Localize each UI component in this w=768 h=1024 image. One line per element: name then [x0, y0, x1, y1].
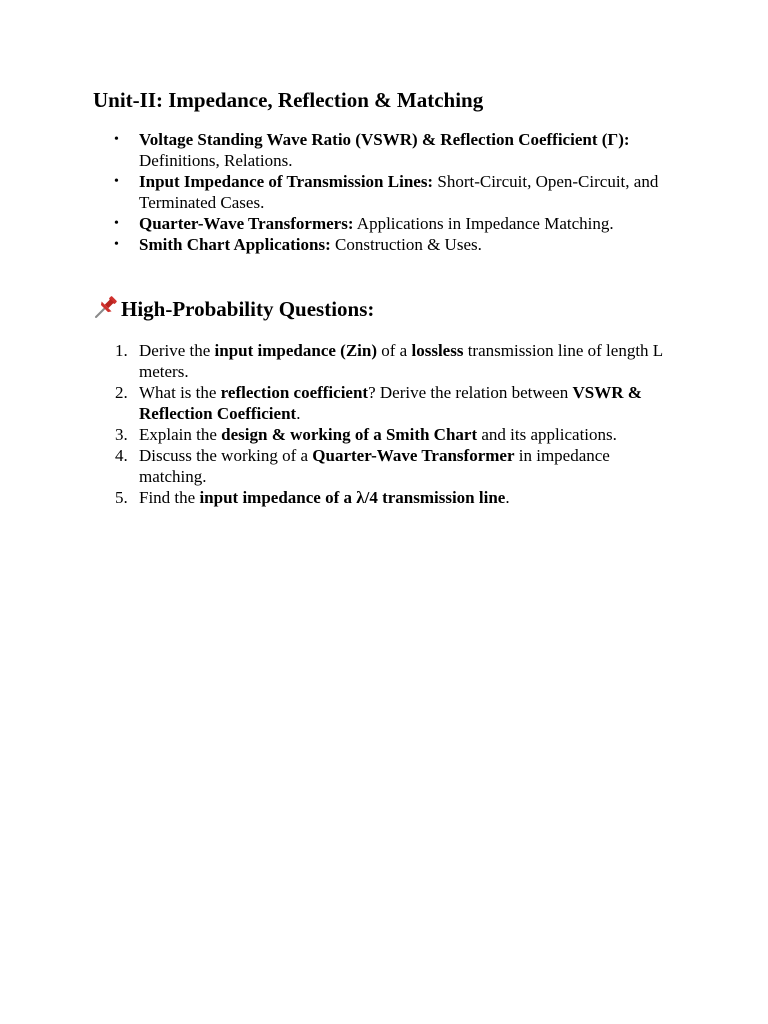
question-number: 1. — [115, 341, 128, 360]
questions-list — [115, 340, 679, 508]
question-text: . — [296, 404, 301, 423]
question-text: Explain the — [139, 425, 222, 444]
bullet-icon: • — [114, 174, 119, 189]
bullet-icon: • — [114, 216, 119, 231]
question-text: Discuss the working of a — [139, 446, 313, 465]
topic-text: Construction & Uses. — [330, 235, 482, 254]
question-bold: design & working of a Smith Chart — [221, 425, 478, 444]
question-item — [115, 382, 679, 424]
question-bold: VSWR & Reflection Coefficient — [139, 383, 642, 423]
question-number: 3. — [115, 425, 128, 444]
question-bold: lossless — [411, 341, 464, 360]
topic-bold: Quarter-Wave Transformers: — [139, 214, 354, 233]
questions-heading — [93, 294, 374, 323]
pushpin-icon — [93, 294, 119, 320]
question-text: Find the — [139, 488, 200, 507]
question-bold: input impedance of a λ/4 transmission line — [199, 488, 506, 507]
question-number: 5. — [115, 488, 128, 507]
topic-item — [114, 171, 679, 213]
topic-text: Short-Circuit, Open-Circuit, and Terminated Cases. — [139, 172, 659, 212]
topic-item — [114, 234, 679, 255]
topic-text: Definitions, Relations. — [139, 151, 293, 170]
question-text: and its applications. — [477, 425, 617, 444]
question-text: of a — [377, 341, 412, 360]
topic-bold: Voltage Standing Wave Ratio (VSWR) & Reflection Coefficient (Γ): — [139, 130, 630, 149]
topics-list — [114, 129, 679, 255]
unit-heading: Unit-II: Impedance, Reflection & Matching — [93, 88, 484, 112]
question-bold: input impedance (Zin) — [214, 341, 378, 360]
topic-bold: Input Impedance of Transmission Lines: — [139, 172, 434, 191]
question-bold: Quarter-Wave Transformer — [312, 446, 515, 465]
question-item — [115, 445, 679, 487]
question-bold: reflection coefficient — [220, 383, 369, 402]
questions-heading-text: High-Probability Questions: — [121, 297, 375, 321]
topic-item — [114, 213, 679, 234]
question-text: . — [505, 488, 510, 507]
topic-item — [114, 129, 679, 171]
bullet-icon: • — [114, 237, 119, 252]
question-number: 2. — [115, 383, 128, 402]
question-text: in impedance matching. — [139, 446, 610, 486]
topic-bold: Smith Chart Applications: — [139, 235, 331, 254]
question-number: 4. — [115, 446, 128, 465]
topic-text: Applications in Impedance Matching. — [353, 214, 614, 233]
question-text: transmission line of length L meters. — [139, 341, 663, 381]
bullet-icon: • — [114, 132, 119, 147]
question-item — [115, 424, 679, 445]
question-text: ? Derive the relation between — [368, 383, 573, 402]
question-text: What is the — [139, 383, 221, 402]
question-text: Derive the — [139, 341, 215, 360]
question-item — [115, 340, 679, 382]
question-item — [115, 487, 679, 508]
